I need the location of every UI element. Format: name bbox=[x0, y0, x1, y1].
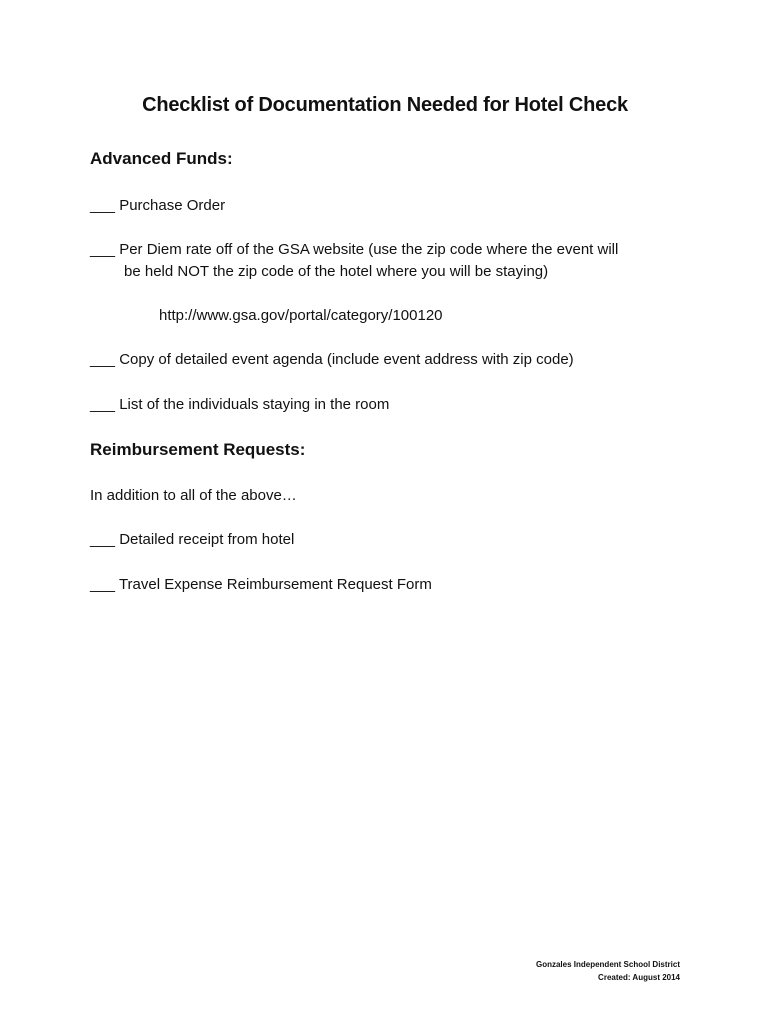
checkbox-blank: ___ bbox=[90, 396, 116, 413]
checklist-item-label: Per Diem rate off of the GSA website (use the zip code where the event will bbox=[119, 241, 619, 258]
per-diem-continuation: be held NOT the zip code of the hotel where you will be staying) bbox=[124, 263, 549, 280]
reimbursement-intro: In addition to all of the above… bbox=[90, 487, 297, 504]
footer bbox=[536, 958, 680, 984]
checkbox-blank: ___ bbox=[90, 197, 116, 214]
checklist-item-hotel-receipt bbox=[90, 531, 294, 548]
footer-created: Created: August 2014 bbox=[598, 973, 680, 982]
checklist-item-label: Detailed receipt from hotel bbox=[119, 531, 295, 548]
checklist-item-label: Purchase Order bbox=[119, 197, 226, 214]
checklist-item-reimbursement-form bbox=[90, 576, 432, 593]
page-title: Checklist of Documentation Needed for Hotel Check bbox=[142, 94, 628, 116]
checkbox-blank: ___ bbox=[90, 351, 116, 368]
checklist-item-individuals bbox=[90, 396, 389, 413]
checklist-item-event-agenda bbox=[90, 351, 574, 368]
reimbursement-heading: Reimbursement Requests: bbox=[90, 440, 306, 459]
checkbox-blank: ___ bbox=[90, 241, 116, 258]
checklist-item-label: Copy of detailed event agenda (include event address with zip code) bbox=[119, 351, 574, 368]
checklist-item-per-diem bbox=[90, 241, 618, 258]
checkbox-blank: ___ bbox=[90, 531, 116, 548]
gsa-url: http://www.gsa.gov/portal/category/100120 bbox=[159, 307, 443, 324]
advanced-funds-heading: Advanced Funds: bbox=[90, 149, 233, 168]
footer-organization: Gonzales Independent School District bbox=[535, 960, 680, 969]
checklist-item-label: Travel Expense Reimbursement Request Form bbox=[118, 576, 432, 593]
checklist-item-purchase-order bbox=[90, 197, 225, 214]
checkbox-blank: ___ bbox=[90, 576, 116, 593]
checklist-item-label: List of the individuals staying in the room bbox=[119, 396, 390, 413]
